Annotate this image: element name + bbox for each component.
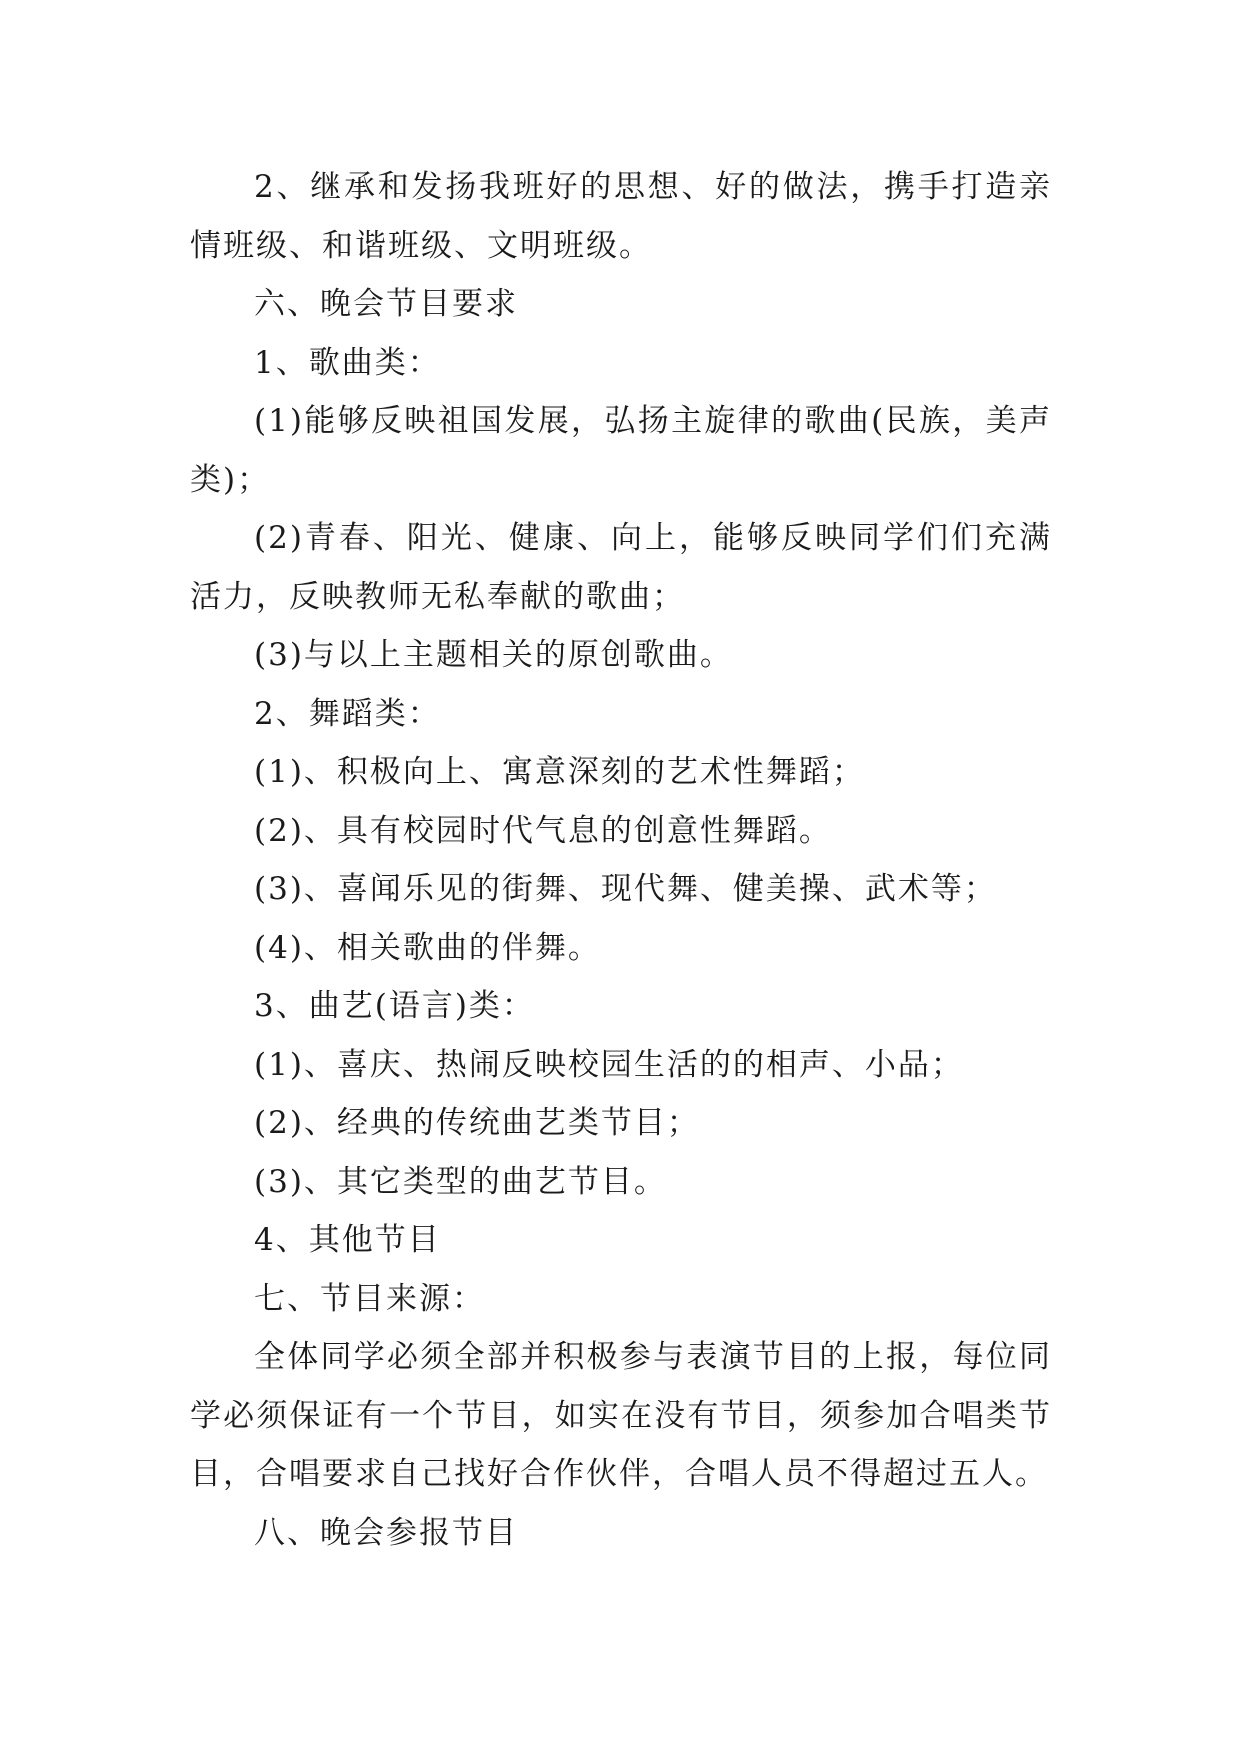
list-item-quyi-2: (2)、经典的传统曲艺类节目； — [254, 1105, 700, 1141]
list-item-dance-2: (2)、具有校园时代气息的创意性舞蹈。 — [254, 812, 832, 849]
list-item-dance-4: (4)、相关歌曲的伴舞。 — [254, 929, 601, 966]
paragraph-program-source: 全体同学必须全部并积极参与表演节目的上报，每位同学必须保证有一个节目，如实在没有节目，须参加合唱类节目，合唱要求自己找好合作伙伴，合唱人员不得超过五人。 — [190, 1339, 1052, 1492]
subheading-quyi: 3、曲艺(语言)类： — [254, 988, 535, 1024]
paragraph-inheritance: 2、继承和发扬我班好的思想、好的做法，携手打造亲情班级、和谐班级、文明班级。 — [190, 169, 1052, 264]
list-item-dance-1: (1)、积极向上、寓意深刻的艺术性舞蹈； — [254, 754, 865, 790]
list-item-song-3: (3)与以上主题相关的原创歌曲。 — [254, 637, 733, 673]
heading-program-requirements: 六、晚会节目要求 — [254, 286, 518, 322]
list-item-song-1: (1)能够反映祖国发展，弘扬主旋律的歌曲(民族，美声类)； — [190, 403, 1052, 498]
list-item-quyi-1: (1)、喜庆、热闹反映校园生活的的相声、小品； — [254, 1046, 964, 1083]
list-item-dance-3: (3)、喜闻乐见的街舞、现代舞、健美操、武术等； — [254, 871, 997, 907]
subheading-other: 4、其他节目 — [254, 1222, 441, 1258]
heading-program-source: 七、节目来源： — [254, 1280, 485, 1317]
list-item-song-2: (2)青春、阳光、健康、向上，能够反映同学们们充满活力，反映教师无私奉献的歌曲； — [190, 520, 1052, 615]
document-body — [190, 158, 1052, 1562]
list-item-quyi-3: (3)、其它类型的曲艺节目。 — [254, 1163, 667, 1200]
subheading-songs: 1、歌曲类： — [254, 344, 441, 381]
heading-registered-programs: 八、晚会参报节目 — [254, 1514, 518, 1551]
subheading-dance: 2、舞蹈类： — [254, 695, 441, 732]
